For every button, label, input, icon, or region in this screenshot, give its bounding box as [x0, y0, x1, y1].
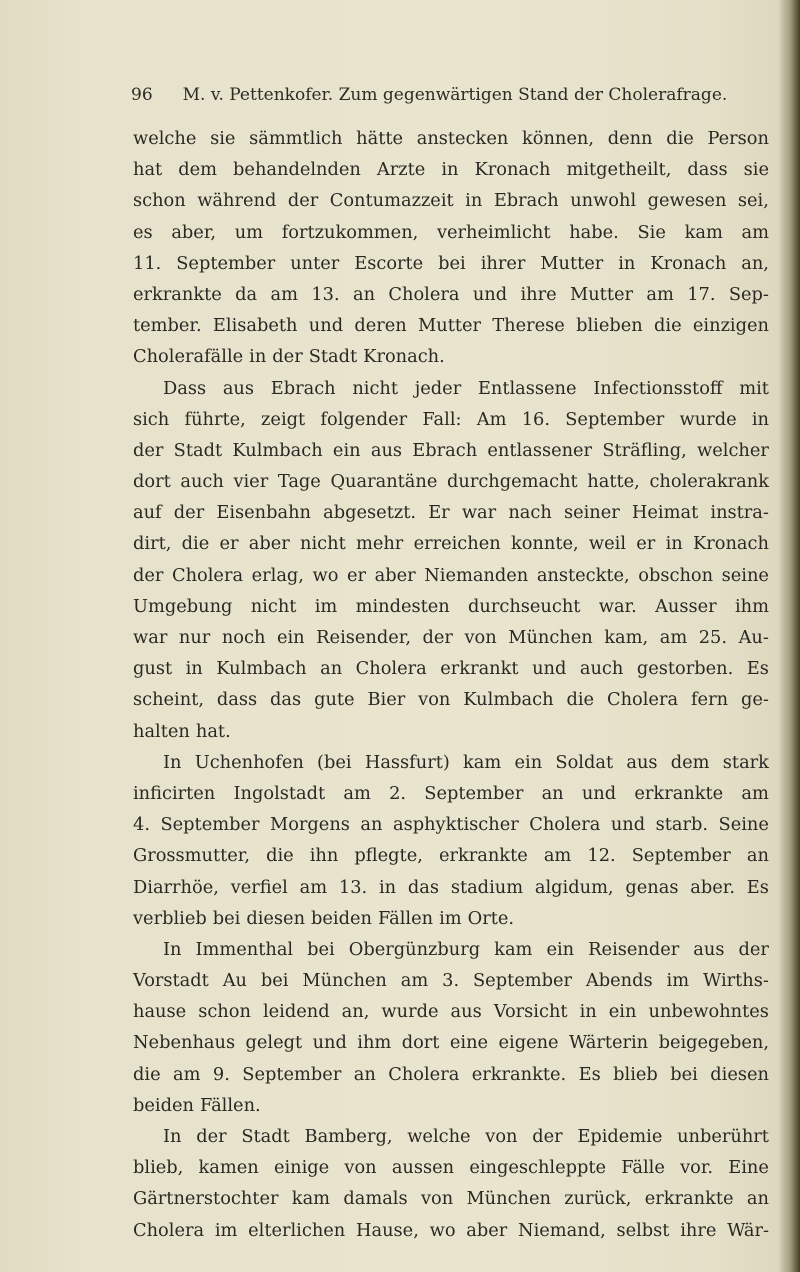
text-line: Vorstadt Au bei München am 3. September Abends im Wirths- [133, 970, 769, 992]
text-line: Grossmutter, die ihn pflegte, erkrankte am 12. September an [133, 845, 769, 867]
text-line: war nur noch ein Reisender, der von München kam, am 25. Au- [133, 627, 769, 648]
text-line: scheint, dass das gute Bier von Kulmbach die Cholera fern ge- [133, 689, 769, 711]
text-line: es aber, um fortzukommen, verheimlicht habe. Sie kam am [133, 221, 769, 243]
text-line: dort auch vier Tage Quarantäne durchgemacht hatte, cholerakrank [133, 471, 769, 493]
text-line: In der Stadt Bamberg, welche von der Epidemie unberührt [163, 1126, 769, 1147]
text-line: schon während der Contumazzeit in Ebrach unwohl gewesen sei, [133, 190, 769, 212]
text-line: 4. September Morgens an asphyktischer Cholera und starb. Seine [133, 814, 769, 836]
text-line: Cholerafälle in der Stadt Kronach. [133, 346, 445, 368]
text-line: sich führte, zeigt folgender Fall: Am 16. September wurde in [133, 408, 769, 430]
text-line: die am 9. September an Cholera erkrankte. Es blieb bei diesen [133, 1063, 769, 1085]
text-line: der Cholera erlag, wo er aber Niemanden ansteckte, obschon seine [133, 564, 769, 586]
text-line: beiden Fällen. [133, 1094, 261, 1116]
page-number: 96 [131, 85, 153, 105]
text-line: 11. September unter Escorte bei ihrer Mutter in Kronach an, [133, 252, 769, 274]
page-edge-shadow [778, 0, 800, 1272]
text-line: Dass aus Ebrach nicht jeder Entlassene Infectionsstoff mit [163, 377, 769, 399]
text-line: hause schon leidend an, wurde aus Vorsicht in ein unbewohntes [133, 1001, 769, 1023]
text-line: tember. Elisabeth und deren Mutter Therese blieben die einzigen [133, 315, 769, 337]
body-text [133, 123, 769, 1246]
text-line: erkrankte da am 13. an Cholera und ihre Mutter am 17. Sep- [133, 283, 769, 305]
text-line: hat dem behandelnden Arzte in Kronach mitgetheilt, dass sie [133, 159, 769, 181]
text-line: Nebenhaus gelegt und ihm dort eine eigene Wärterin beigegeben, [133, 1032, 769, 1054]
text-line: verblieb bei diesen beiden Fällen im Orte. [133, 907, 515, 929]
text-line: Cholera im elterlichen Hause, wo aber Niemand, selbst ihre Wär- [133, 1219, 769, 1241]
text-line: gust in Kulmbach an Cholera erkrankt und auch gestorben. Es [133, 658, 769, 680]
text-line: auf der Eisenbahn abgesetzt. Er war nach seiner Heimat instra- [133, 502, 769, 524]
text-line: In Uchenhofen (bei Hassfurt) kam ein Soldat aus dem stark [163, 751, 769, 773]
text-line: In Immenthal bei Obergünzburg kam ein Reisender aus der [163, 938, 769, 960]
running-title: M. v. Pettenkofer. Zum gegenwärtigen Stand der Cholerafrage. [182, 85, 728, 105]
text-line: Umgebung nicht im mindesten durchseucht war. Ausser ihm [133, 595, 769, 617]
text-line: inficirten Ingolstadt am 2. September an und erkrankte am [133, 782, 769, 804]
text-line: halten hat. [133, 720, 231, 742]
text-line: Gärtnerstochter kam damals von München zurück, erkrankte an [133, 1188, 769, 1210]
text-line: dirt, die er aber nicht mehr erreichen konnte, weil er in Kronach [133, 533, 769, 555]
text-line: blieb, kamen einige von aussen eingeschleppte Fälle vor. Eine [133, 1157, 769, 1179]
text-line: welche sie sämmtlich hätte anstecken können, denn die Person [133, 128, 769, 149]
text-line: der Stadt Kulmbach ein aus Ebrach entlassener Sträfling, welcher [133, 439, 769, 461]
text-line: Diarrhöe, verfiel am 13. in das stadium algidum, genas aber. Es [133, 876, 769, 898]
running-header [131, 85, 771, 105]
